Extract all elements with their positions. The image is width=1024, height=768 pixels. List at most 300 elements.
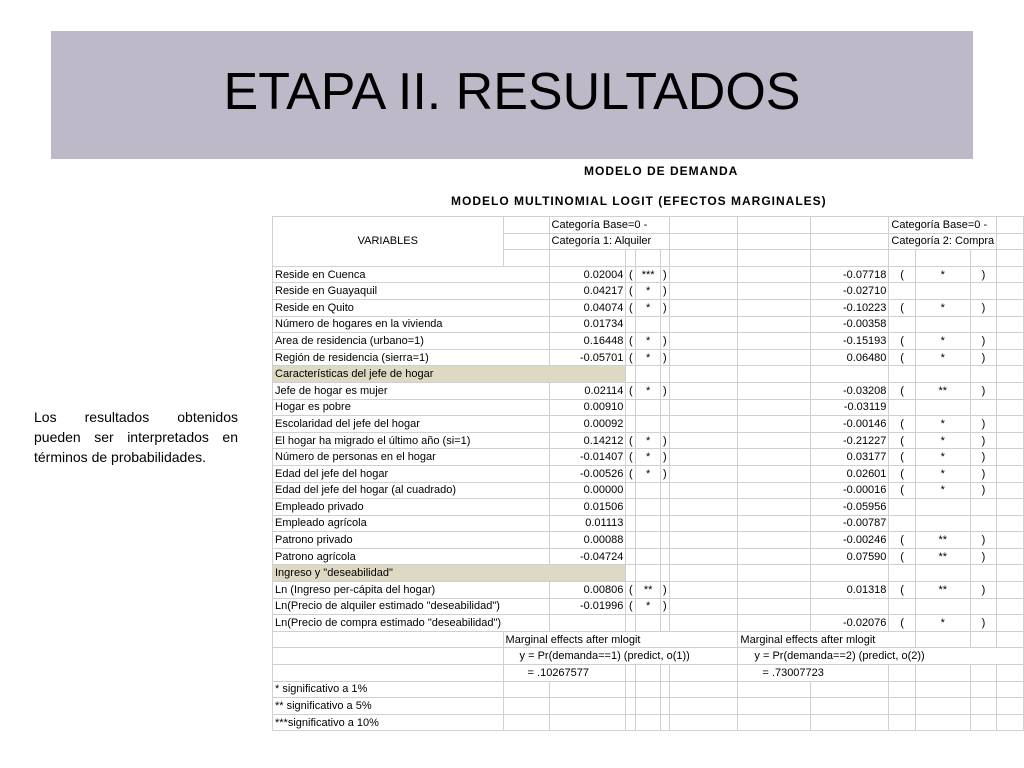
- coef-cat2: -0.03208: [810, 382, 889, 399]
- paren-close: [970, 316, 996, 333]
- coef-cat1: 0.02004: [549, 266, 626, 283]
- paren-close: [660, 499, 669, 516]
- empty-cell: [915, 250, 970, 267]
- significance-cat2: *: [915, 615, 970, 632]
- paren-open: (: [626, 283, 636, 300]
- empty-cell: [503, 250, 549, 267]
- empty-cell: [970, 714, 996, 731]
- coef-cat1: -0.01996: [549, 598, 626, 615]
- empty-cell: [738, 482, 810, 499]
- significance-cat1: *: [636, 349, 661, 366]
- empty-cell: [503, 233, 549, 250]
- coef-cat1: 0.00806: [549, 582, 626, 599]
- variable-label: Hogar es pobre: [273, 399, 550, 416]
- paren-open: (: [889, 299, 915, 316]
- paren-open: [889, 316, 915, 333]
- empty-cell: [915, 681, 970, 698]
- paren-open: (: [889, 333, 915, 350]
- paren-close: ): [970, 482, 996, 499]
- empty-cell: [669, 698, 738, 715]
- paren-close: ): [660, 465, 669, 482]
- paren-close: ): [970, 349, 996, 366]
- variable-label: Ln(Precio de alquiler estimado "deseabilidad"): [273, 598, 550, 615]
- empty-cell: [738, 217, 810, 234]
- empty-cell: [626, 665, 636, 682]
- significance-cat2: **: [915, 382, 970, 399]
- empty-cell: [549, 714, 626, 731]
- empty-cell: [669, 333, 738, 350]
- significance-cat2: [915, 283, 970, 300]
- paren-open: [626, 499, 636, 516]
- table-row: [273, 316, 1024, 333]
- significance-cat1: *: [636, 598, 661, 615]
- significance-cat1: [636, 416, 661, 433]
- paren-open: (: [626, 582, 636, 599]
- variable-label: Reside en Quito: [273, 299, 550, 316]
- empty-cell: [738, 233, 810, 250]
- empty-cell: [669, 399, 738, 416]
- empty-cell: [738, 681, 810, 698]
- paren-close: [660, 532, 669, 549]
- empty-cell: [273, 631, 504, 648]
- paren-close: ): [660, 598, 669, 615]
- empty-cell: [669, 316, 738, 333]
- empty-cell: [997, 532, 1024, 549]
- empty-cell: [738, 449, 810, 466]
- empty-cell: [636, 681, 661, 698]
- paren-open: (: [626, 266, 636, 283]
- coef-cat2: -0.15193: [810, 333, 889, 350]
- significance-cat2: [915, 598, 970, 615]
- empty-cell: [997, 465, 1024, 482]
- empty-cell: [738, 582, 810, 599]
- empty-cell: [997, 432, 1024, 449]
- empty-cell: [660, 665, 669, 682]
- empty-cell: [660, 565, 669, 582]
- paren-close: ): [970, 266, 996, 283]
- empty-cell: [669, 366, 738, 383]
- paren-close: ): [660, 299, 669, 316]
- significance-cat2: *: [915, 482, 970, 499]
- paren-close: [970, 598, 996, 615]
- cat2-header-line1: Categoría Base=0 -: [889, 217, 997, 234]
- significance-cat2: [915, 515, 970, 532]
- paren-open: (: [889, 416, 915, 433]
- significance-cat1: *: [636, 465, 661, 482]
- empty-cell: [997, 631, 1024, 648]
- empty-cell: [636, 565, 661, 582]
- empty-cell: [997, 316, 1024, 333]
- paren-close: ): [660, 266, 669, 283]
- predict-row: [273, 648, 1024, 665]
- paren-open: (: [626, 449, 636, 466]
- empty-cell: [669, 416, 738, 433]
- coef-cat1: [549, 615, 626, 632]
- empty-cell: [626, 366, 636, 383]
- empty-cell: [810, 366, 889, 383]
- empty-cell: [997, 482, 1024, 499]
- empty-cell: [273, 648, 504, 665]
- variable-label: Número de hogares en la vivienda: [273, 316, 550, 333]
- paren-close: ): [660, 333, 669, 350]
- empty-cell: [810, 714, 889, 731]
- coef-cat1: 0.04074: [549, 299, 626, 316]
- empty-cell: [889, 565, 915, 582]
- significance-cat1: **: [636, 582, 661, 599]
- paren-close: [970, 399, 996, 416]
- empty-cell: [889, 714, 915, 731]
- paren-open: [626, 532, 636, 549]
- paren-open: (: [626, 465, 636, 482]
- empty-cell: [503, 698, 549, 715]
- variable-label: Edad del jefe del hogar (al cuadrado): [273, 482, 550, 499]
- paren-open: [626, 515, 636, 532]
- significance-cat1: [636, 316, 661, 333]
- empty-cell: [738, 283, 810, 300]
- paren-close: ): [970, 465, 996, 482]
- empty-cell: [970, 366, 996, 383]
- empty-cell: [669, 565, 738, 582]
- table-row: [273, 482, 1024, 499]
- empty-cell: [636, 665, 661, 682]
- coef-cat2: -0.02076: [810, 615, 889, 632]
- coef-cat1: 0.01506: [549, 499, 626, 516]
- paren-close: ): [660, 582, 669, 599]
- empty-cell: [636, 698, 661, 715]
- variable-label: Reside en Cuenca: [273, 266, 550, 283]
- significance-cat1: *: [636, 449, 661, 466]
- paren-close: ): [660, 449, 669, 466]
- paren-open: [889, 598, 915, 615]
- paren-close: ): [660, 382, 669, 399]
- paren-open: (: [889, 532, 915, 549]
- paren-close: [660, 615, 669, 632]
- section-row: [273, 366, 1024, 383]
- empty-cell: [997, 349, 1024, 366]
- cat1-header-line1: Categoría Base=0 -: [549, 217, 669, 234]
- empty-cell: [738, 615, 810, 632]
- empty-cell: [970, 565, 996, 582]
- significance-cat2: **: [915, 548, 970, 565]
- predicted-value-row: [273, 665, 1024, 682]
- empty-cell: [738, 250, 810, 267]
- empty-cell: [669, 382, 738, 399]
- significance-cat2: *: [915, 299, 970, 316]
- paren-open: (: [889, 465, 915, 482]
- paren-close: ): [970, 333, 996, 350]
- empty-cell: [626, 681, 636, 698]
- empty-cell: [636, 366, 661, 383]
- significance-cat2: [915, 316, 970, 333]
- table-row: [273, 582, 1024, 599]
- coef-cat1: 0.14212: [549, 432, 626, 449]
- header-row: [273, 217, 1024, 234]
- empty-cell: [738, 532, 810, 549]
- variable-label: Número de personas en el hogar: [273, 449, 550, 466]
- paren-close: ): [970, 449, 996, 466]
- empty-cell: [915, 565, 970, 582]
- coef-cat1: 0.02114: [549, 382, 626, 399]
- empty-cell: [889, 366, 915, 383]
- significance-cat2: **: [915, 532, 970, 549]
- empty-cell: [915, 698, 970, 715]
- empty-cell: [997, 266, 1024, 283]
- empty-cell: [997, 366, 1024, 383]
- empty-cell: [997, 449, 1024, 466]
- paren-open: (: [626, 349, 636, 366]
- paren-close: ): [970, 615, 996, 632]
- coef-cat1: 0.01113: [549, 515, 626, 532]
- empty-cell: [997, 416, 1024, 433]
- table-row: [273, 349, 1024, 366]
- marginal-cat1: Marginal effects after mlogit: [503, 631, 738, 648]
- paren-close: [660, 416, 669, 433]
- variable-label: Ln (Ingreso per-cápita del hogar): [273, 582, 550, 599]
- table-row: [273, 382, 1024, 399]
- coef-cat2: -0.00246: [810, 532, 889, 549]
- empty-cell: [669, 432, 738, 449]
- empty-cell: [636, 250, 661, 267]
- coef-cat1: 0.00092: [549, 416, 626, 433]
- empty-cell: [738, 382, 810, 399]
- coef-cat1: 0.04217: [549, 283, 626, 300]
- paren-open: (: [889, 382, 915, 399]
- empty-cell: [669, 598, 738, 615]
- significance-note: * significativo a 1%: [273, 681, 504, 698]
- table-row: [273, 615, 1024, 632]
- empty-cell: [738, 432, 810, 449]
- empty-cell: [669, 714, 738, 731]
- empty-cell: [997, 283, 1024, 300]
- empty-cell: [660, 681, 669, 698]
- significance-cat2: [915, 399, 970, 416]
- empty-cell: [669, 615, 738, 632]
- coef-cat1: -0.04724: [549, 548, 626, 565]
- paren-close: [660, 515, 669, 532]
- variable-label: Jefe de hogar es mujer: [273, 382, 550, 399]
- significance-cat2: *: [915, 465, 970, 482]
- significance-cat1: [636, 532, 661, 549]
- empty-cell: [810, 565, 889, 582]
- empty-cell: [738, 714, 810, 731]
- table-row: [273, 515, 1024, 532]
- note-row: [273, 714, 1024, 731]
- empty-cell: [997, 582, 1024, 599]
- significance-cat1: [636, 399, 661, 416]
- variable-label: Escolaridad del jefe del hogar: [273, 416, 550, 433]
- empty-cell: [669, 233, 738, 250]
- paren-open: [889, 399, 915, 416]
- coef-cat2: 0.01318: [810, 582, 889, 599]
- significance-cat1: ***: [636, 266, 661, 283]
- empty-cell: [915, 366, 970, 383]
- variable-label: Patrono privado: [273, 532, 550, 549]
- paren-close: [660, 316, 669, 333]
- paren-open: [626, 416, 636, 433]
- empty-cell: [660, 714, 669, 731]
- coef-cat1: -0.00526: [549, 465, 626, 482]
- coef-cat2: -0.10223: [810, 299, 889, 316]
- significance-note: ** significativo a 5%: [273, 698, 504, 715]
- coef-cat2: [810, 598, 889, 615]
- empty-cell: [997, 598, 1024, 615]
- significance-cat2: *: [915, 333, 970, 350]
- empty-cell: [669, 217, 738, 234]
- marginal-cat2: Marginal effects after mlogit: [738, 631, 915, 648]
- empty-cell: [997, 548, 1024, 565]
- variable-label: El hogar ha migrado el último año (si=1): [273, 432, 550, 449]
- empty-cell: [970, 631, 996, 648]
- significance-cat1: [636, 548, 661, 565]
- paren-open: [626, 548, 636, 565]
- table-heading-model: MODELO DE DEMANDA: [584, 164, 739, 178]
- paren-open: (: [626, 598, 636, 615]
- empty-cell: [810, 233, 889, 250]
- variable-label: Ln(Precio de compra estimado "deseabilidad"): [273, 615, 550, 632]
- empty-cell: [669, 515, 738, 532]
- paren-open: [626, 316, 636, 333]
- empty-cell: [970, 665, 996, 682]
- significance-cat2: *: [915, 449, 970, 466]
- empty-cell: [738, 316, 810, 333]
- paren-close: [660, 548, 669, 565]
- empty-cell: [738, 499, 810, 516]
- significance-cat1: *: [636, 299, 661, 316]
- significance-cat1: [636, 482, 661, 499]
- coef-cat2: -0.05956: [810, 499, 889, 516]
- empty-cell: [669, 449, 738, 466]
- empty-cell: [997, 250, 1024, 267]
- empty-cell: [915, 714, 970, 731]
- empty-cell: [503, 217, 549, 234]
- paren-open: [889, 515, 915, 532]
- slide-title: ETAPA II. RESULTADOS: [223, 63, 801, 121]
- empty-cell: [669, 665, 738, 682]
- table-row: [273, 465, 1024, 482]
- paren-open: (: [626, 299, 636, 316]
- empty-cell: [660, 366, 669, 383]
- variable-label: Area de residencia (urbano=1): [273, 333, 550, 350]
- paren-open: (: [889, 548, 915, 565]
- coef-cat2: -0.07718: [810, 266, 889, 283]
- table-row: [273, 432, 1024, 449]
- paren-open: (: [889, 349, 915, 366]
- paren-open: [626, 615, 636, 632]
- empty-cell: [273, 665, 504, 682]
- paren-close: [660, 399, 669, 416]
- empty-cell: [889, 698, 915, 715]
- table-row: [273, 333, 1024, 350]
- empty-cell: [626, 714, 636, 731]
- coef-cat1: -0.05701: [549, 349, 626, 366]
- empty-cell: [549, 250, 626, 267]
- significance-cat1: *: [636, 382, 661, 399]
- predicted-value-cat2: = .73007723: [738, 665, 889, 682]
- variable-label: Empleado agrícola: [273, 515, 550, 532]
- coef-cat1: 0.00910: [549, 399, 626, 416]
- coef-cat2: -0.00358: [810, 316, 889, 333]
- paren-close: ): [660, 349, 669, 366]
- empty-cell: [997, 233, 1024, 250]
- significance-cat2: *: [915, 266, 970, 283]
- table-row: [273, 598, 1024, 615]
- coef-cat2: -0.03119: [810, 399, 889, 416]
- table-row: [273, 283, 1024, 300]
- note-row: [273, 681, 1024, 698]
- empty-cell: [738, 349, 810, 366]
- empty-cell: [738, 698, 810, 715]
- empty-cell: [997, 515, 1024, 532]
- paren-close: ): [970, 548, 996, 565]
- paren-open: [889, 499, 915, 516]
- predict-cat1: y = Pr(demanda==1) (predict, o(1)): [503, 648, 738, 665]
- significance-cat2: [915, 499, 970, 516]
- variable-label: Empleado privado: [273, 499, 550, 516]
- empty-cell: [810, 681, 889, 698]
- coef-cat2: -0.02710: [810, 283, 889, 300]
- empty-cell: [669, 482, 738, 499]
- empty-cell: [669, 681, 738, 698]
- table-row: [273, 449, 1024, 466]
- empty-cell: [810, 698, 889, 715]
- empty-cell: [503, 714, 549, 731]
- empty-cell: [626, 565, 636, 582]
- coef-cat1: 0.01734: [549, 316, 626, 333]
- empty-cell: [738, 299, 810, 316]
- empty-cell: [810, 250, 889, 267]
- empty-cell: [738, 333, 810, 350]
- empty-cell: [626, 250, 636, 267]
- paren-open: (: [889, 582, 915, 599]
- coef-cat1: -0.01407: [549, 449, 626, 466]
- empty-cell: [738, 266, 810, 283]
- cat1-header-line2: Categoría 1: Alquiler: [549, 233, 669, 250]
- paren-close: ): [970, 582, 996, 599]
- significance-cat1: *: [636, 333, 661, 350]
- section-label: Características del jefe de hogar: [273, 366, 626, 383]
- empty-cell: [915, 665, 970, 682]
- empty-cell: [738, 465, 810, 482]
- significance-cat1: [636, 615, 661, 632]
- empty-cell: [997, 665, 1024, 682]
- empty-cell: [549, 698, 626, 715]
- empty-cell: [997, 714, 1024, 731]
- empty-cell: [669, 299, 738, 316]
- empty-cell: [997, 382, 1024, 399]
- empty-cell: [669, 349, 738, 366]
- empty-cell: [738, 515, 810, 532]
- table-row: [273, 266, 1024, 283]
- empty-cell: [997, 333, 1024, 350]
- coef-cat2: -0.00787: [810, 515, 889, 532]
- variable-label: Región de residencia (sierra=1): [273, 349, 550, 366]
- significance-cat2: **: [915, 582, 970, 599]
- paren-open: (: [889, 266, 915, 283]
- significance-cat1: *: [636, 283, 661, 300]
- empty-cell: [889, 665, 915, 682]
- empty-cell: [997, 217, 1024, 234]
- paren-close: ): [970, 532, 996, 549]
- significance-cat2: *: [915, 349, 970, 366]
- empty-cell: [738, 416, 810, 433]
- empty-cell: [915, 631, 970, 648]
- empty-cell: [669, 266, 738, 283]
- section-row: [273, 565, 1024, 582]
- paren-open: (: [889, 615, 915, 632]
- significance-cat1: [636, 499, 661, 516]
- section-label: Ingreso y "deseabilidad": [273, 565, 626, 582]
- variable-label: Reside en Guayaquil: [273, 283, 550, 300]
